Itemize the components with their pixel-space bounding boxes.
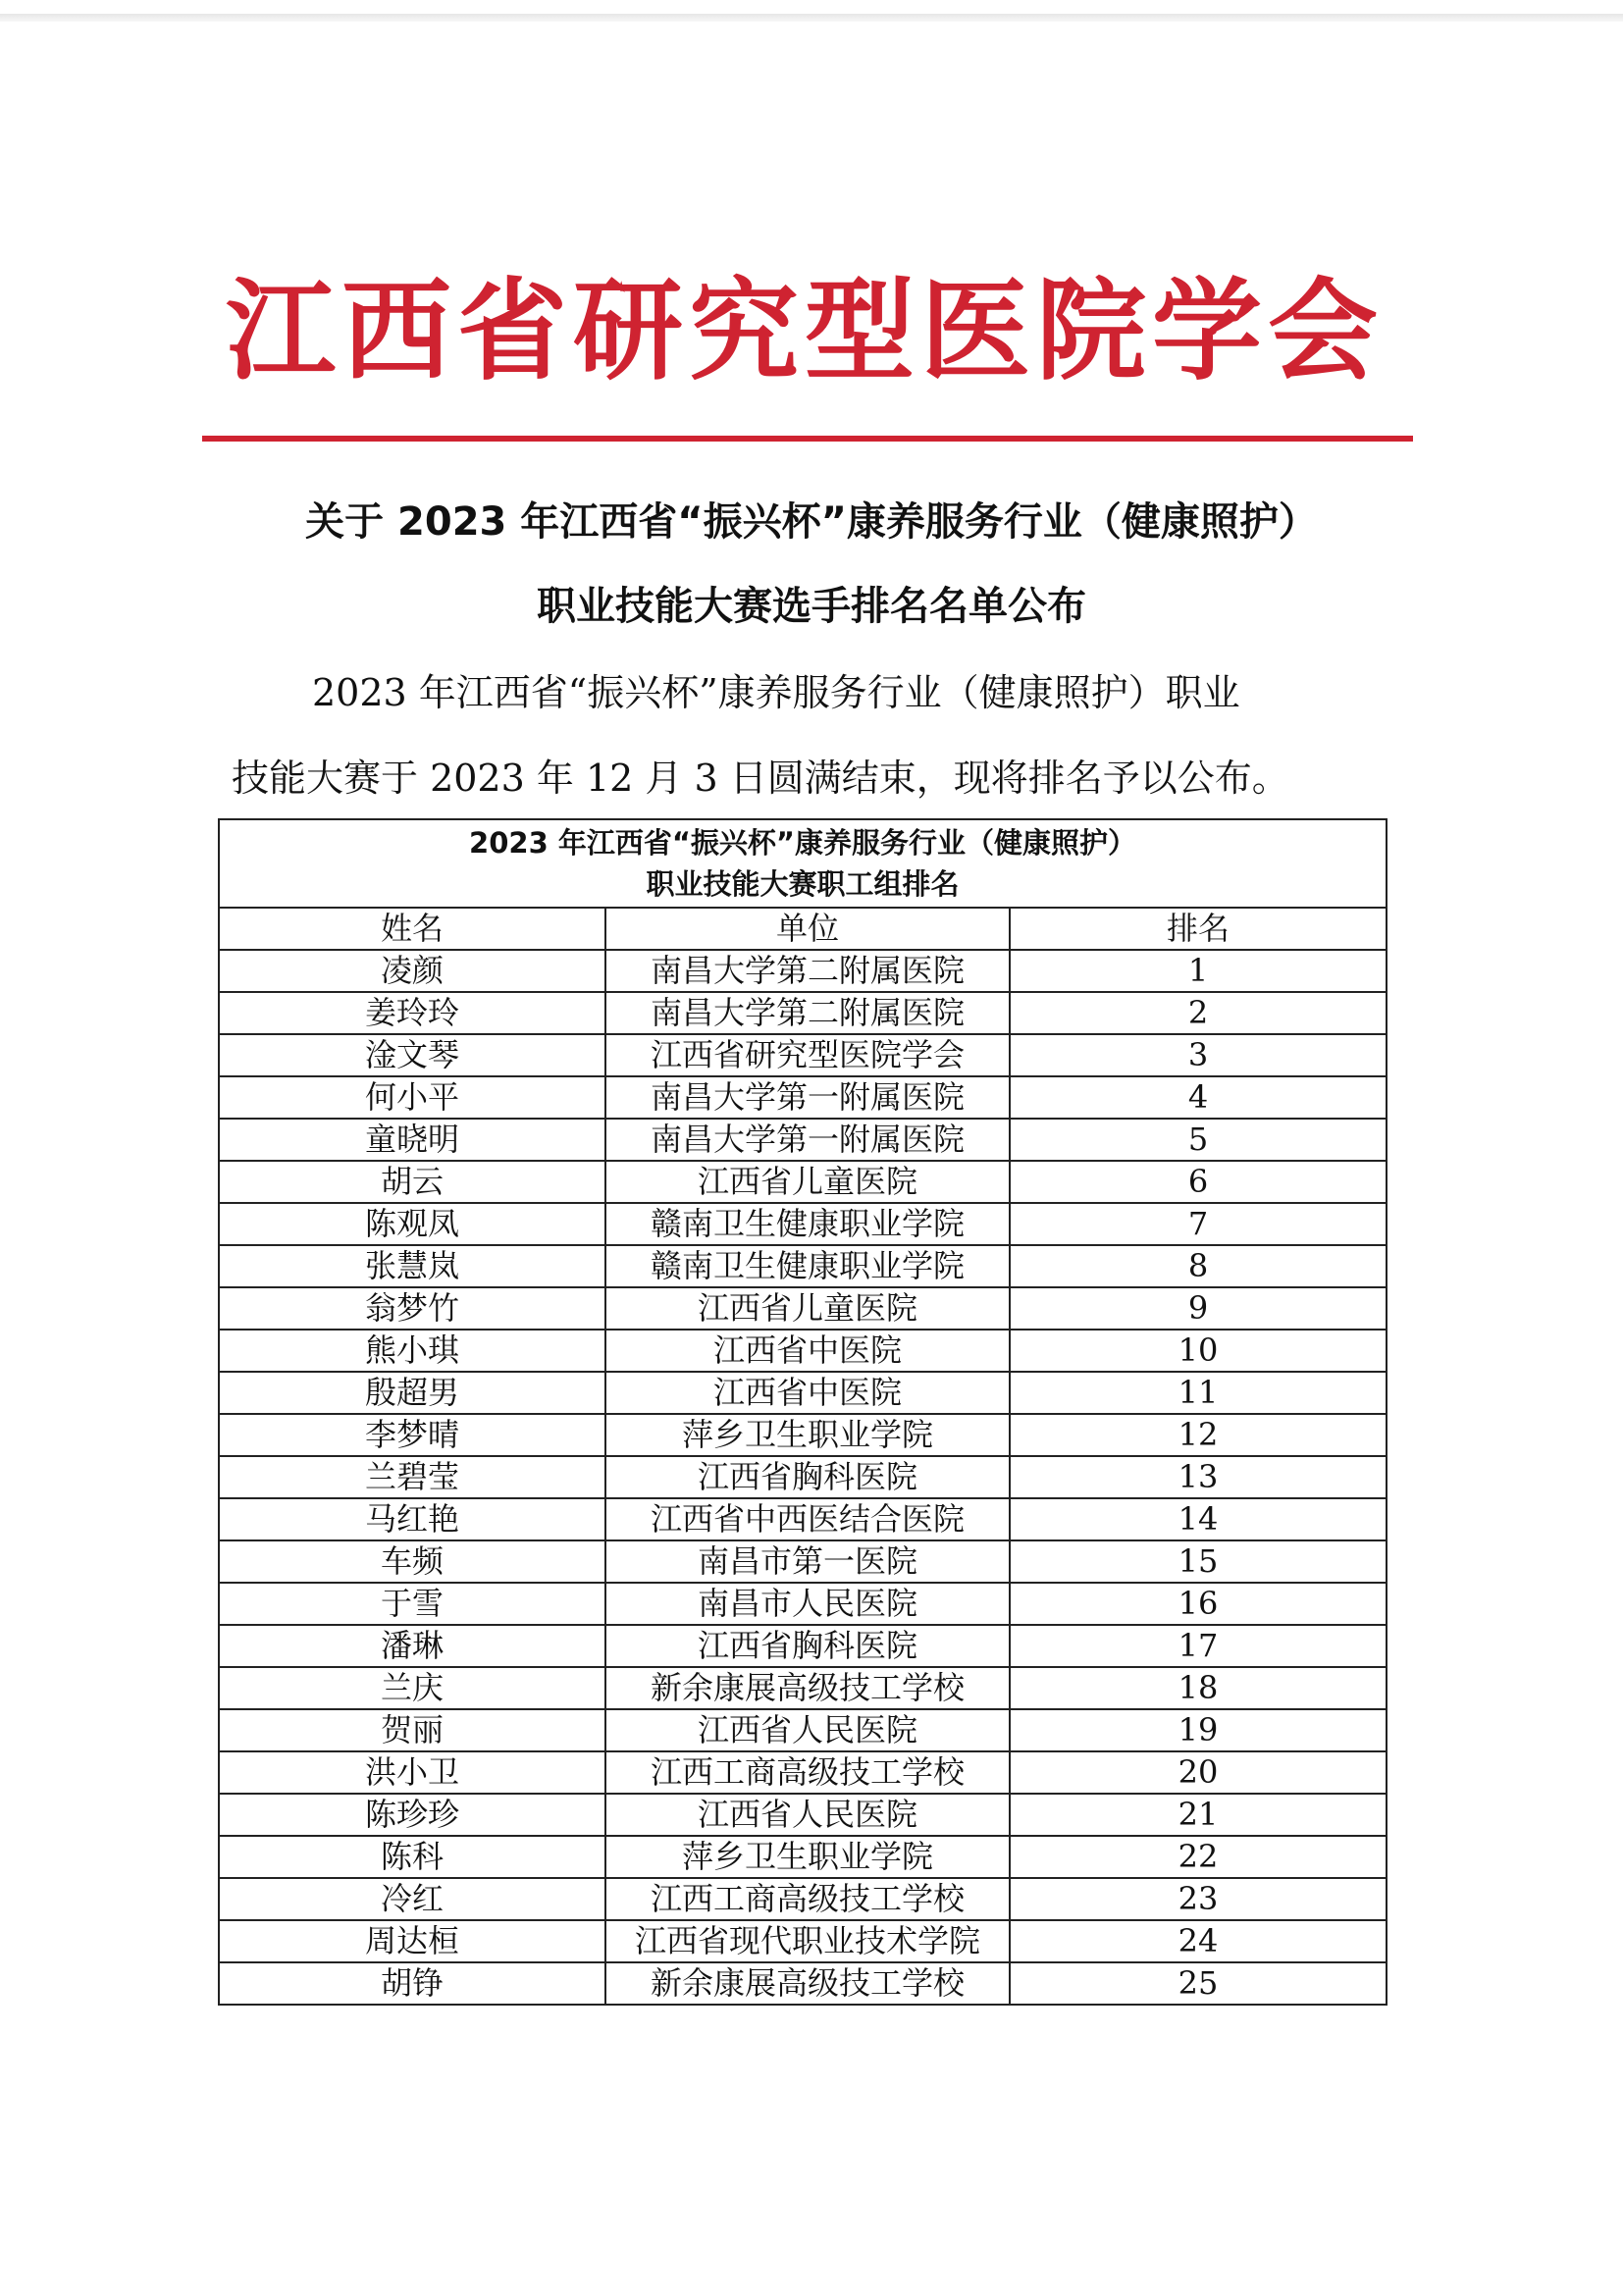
table-row xyxy=(219,1119,1387,1161)
organization-letterhead: 江西省研究型医院学会 xyxy=(226,268,1384,395)
cell-name: 淦文琴 xyxy=(219,1034,605,1076)
notice-title-line-2: 职业技能大赛选手排名名单公布 xyxy=(537,584,1086,629)
cell-unit: 南昌大学第一附属医院 xyxy=(605,1119,1010,1161)
cell-unit: 萍乡卫生职业学院 xyxy=(605,1836,1010,1878)
cell-rank: 3 xyxy=(1010,1034,1387,1076)
cell-unit: 江西省中西医结合医院 xyxy=(605,1498,1010,1540)
cell-rank: 17 xyxy=(1010,1625,1387,1667)
table-caption-line-2: 职业技能大赛职工组排名 xyxy=(646,867,960,901)
table-caption-line-1: 2023 年江西省“振兴杯”康养服务行业（健康照护） xyxy=(469,826,1136,860)
table-row xyxy=(219,1203,1387,1245)
cell-name: 陈珍珍 xyxy=(219,1794,605,1836)
cell-unit: 江西省人民医院 xyxy=(605,1794,1010,1836)
cell-unit: 南昌市人民医院 xyxy=(605,1583,1010,1625)
cell-rank: 5 xyxy=(1010,1119,1387,1161)
letterhead-divider xyxy=(202,436,1413,442)
cell-name: 车频 xyxy=(219,1540,605,1583)
cell-unit: 南昌大学第一附属医院 xyxy=(605,1076,1010,1119)
cell-name: 李梦晴 xyxy=(219,1414,605,1456)
cell-unit: 江西省人民医院 xyxy=(605,1709,1010,1751)
table-row xyxy=(219,1287,1387,1330)
table-row xyxy=(219,1498,1387,1540)
cell-unit: 江西省现代职业技术学院 xyxy=(605,1920,1010,1962)
cell-unit: 新余康展高级技工学校 xyxy=(605,1667,1010,1709)
cell-name: 童晓明 xyxy=(219,1119,605,1161)
cell-rank: 9 xyxy=(1010,1287,1387,1330)
table-row xyxy=(219,1456,1387,1498)
table-caption xyxy=(219,819,1387,908)
cell-rank: 22 xyxy=(1010,1836,1387,1878)
table-row xyxy=(219,1076,1387,1119)
cell-name: 熊小琪 xyxy=(219,1330,605,1372)
notice-body-line-2: 技能大赛于 2023 年 12 月 3 日圆满结束，现将排名予以公布。 xyxy=(232,757,1289,800)
table-row xyxy=(219,1794,1387,1836)
table-row xyxy=(219,1330,1387,1372)
table-row xyxy=(219,1414,1387,1456)
cell-name: 贺丽 xyxy=(219,1709,605,1751)
cell-unit: 赣南卫生健康职业学院 xyxy=(605,1203,1010,1245)
notice-title-line-1: 关于 2023 年江西省“振兴杯”康养服务行业（健康照护） xyxy=(305,499,1318,545)
cell-name: 马红艳 xyxy=(219,1498,605,1540)
cell-rank: 16 xyxy=(1010,1583,1387,1625)
cell-name: 周达桓 xyxy=(219,1920,605,1962)
table-row xyxy=(219,1962,1387,2005)
cell-unit: 江西省中医院 xyxy=(605,1330,1010,1372)
header-unit: 单位 xyxy=(605,908,1010,950)
cell-name: 姜玲玲 xyxy=(219,992,605,1034)
cell-rank: 7 xyxy=(1010,1203,1387,1245)
cell-name: 殷超男 xyxy=(219,1372,605,1414)
table-row xyxy=(219,1034,1387,1076)
table-row xyxy=(219,1709,1387,1751)
table-caption-row xyxy=(219,819,1387,908)
cell-rank: 8 xyxy=(1010,1245,1387,1287)
cell-rank: 14 xyxy=(1010,1498,1387,1540)
table-row xyxy=(219,1667,1387,1709)
table-row xyxy=(219,1245,1387,1287)
table-row xyxy=(219,950,1387,992)
cell-rank: 11 xyxy=(1010,1372,1387,1414)
cell-unit: 江西省胸科医院 xyxy=(605,1456,1010,1498)
table-row xyxy=(219,992,1387,1034)
cell-rank: 24 xyxy=(1010,1920,1387,1962)
scan-edge xyxy=(0,14,1623,22)
table-row xyxy=(219,1836,1387,1878)
cell-rank: 21 xyxy=(1010,1794,1387,1836)
table-row xyxy=(219,1751,1387,1794)
cell-unit: 新余康展高级技工学校 xyxy=(605,1962,1010,2005)
cell-rank: 6 xyxy=(1010,1161,1387,1203)
cell-name: 凌颜 xyxy=(219,950,605,992)
cell-name: 何小平 xyxy=(219,1076,605,1119)
cell-unit: 江西工商高级技工学校 xyxy=(605,1878,1010,1920)
cell-unit: 江西省儿童医院 xyxy=(605,1161,1010,1203)
header-rank: 排名 xyxy=(1010,908,1387,950)
cell-unit: 赣南卫生健康职业学院 xyxy=(605,1245,1010,1287)
cell-name: 兰庆 xyxy=(219,1667,605,1709)
table-row xyxy=(219,1540,1387,1583)
cell-name: 胡云 xyxy=(219,1161,605,1203)
cell-name: 洪小卫 xyxy=(219,1751,605,1794)
cell-rank: 1 xyxy=(1010,950,1387,992)
table-row xyxy=(219,1625,1387,1667)
cell-unit: 南昌大学第二附属医院 xyxy=(605,992,1010,1034)
cell-rank: 25 xyxy=(1010,1962,1387,2005)
cell-name: 潘琳 xyxy=(219,1625,605,1667)
cell-unit: 江西省研究型医院学会 xyxy=(605,1034,1010,1076)
table-row xyxy=(219,1161,1387,1203)
cell-name: 胡铮 xyxy=(219,1962,605,2005)
cell-unit: 江西省儿童医院 xyxy=(605,1287,1010,1330)
cell-rank: 23 xyxy=(1010,1878,1387,1920)
cell-unit: 萍乡卫生职业学院 xyxy=(605,1414,1010,1456)
cell-rank: 12 xyxy=(1010,1414,1387,1456)
table-row xyxy=(219,1920,1387,1962)
table-row xyxy=(219,1878,1387,1920)
table-row xyxy=(219,1372,1387,1414)
table-header-row xyxy=(219,908,1387,950)
cell-unit: 江西省胸科医院 xyxy=(605,1625,1010,1667)
cell-unit: 江西省中医院 xyxy=(605,1372,1010,1414)
header-name: 姓名 xyxy=(219,908,605,950)
cell-name: 陈观凤 xyxy=(219,1203,605,1245)
cell-rank: 20 xyxy=(1010,1751,1387,1794)
notice-body-line-1: 2023 年江西省“振兴杯”康养服务行业（健康照护）职业 xyxy=(312,671,1240,714)
cell-name: 陈科 xyxy=(219,1836,605,1878)
cell-rank: 18 xyxy=(1010,1667,1387,1709)
cell-name: 张慧岚 xyxy=(219,1245,605,1287)
cell-name: 兰碧莹 xyxy=(219,1456,605,1498)
cell-name: 于雪 xyxy=(219,1583,605,1625)
cell-rank: 10 xyxy=(1010,1330,1387,1372)
cell-unit: 江西工商高级技工学校 xyxy=(605,1751,1010,1794)
cell-name: 冷红 xyxy=(219,1878,605,1920)
cell-rank: 2 xyxy=(1010,992,1387,1034)
cell-rank: 13 xyxy=(1010,1456,1387,1498)
ranking-table xyxy=(218,818,1387,2006)
ranking-table-body xyxy=(219,950,1387,2005)
cell-rank: 15 xyxy=(1010,1540,1387,1583)
cell-rank: 19 xyxy=(1010,1709,1387,1751)
cell-name: 翁梦竹 xyxy=(219,1287,605,1330)
table-row xyxy=(219,1583,1387,1625)
cell-unit: 南昌大学第二附属医院 xyxy=(605,950,1010,992)
cell-rank: 4 xyxy=(1010,1076,1387,1119)
cell-unit: 南昌市第一医院 xyxy=(605,1540,1010,1583)
